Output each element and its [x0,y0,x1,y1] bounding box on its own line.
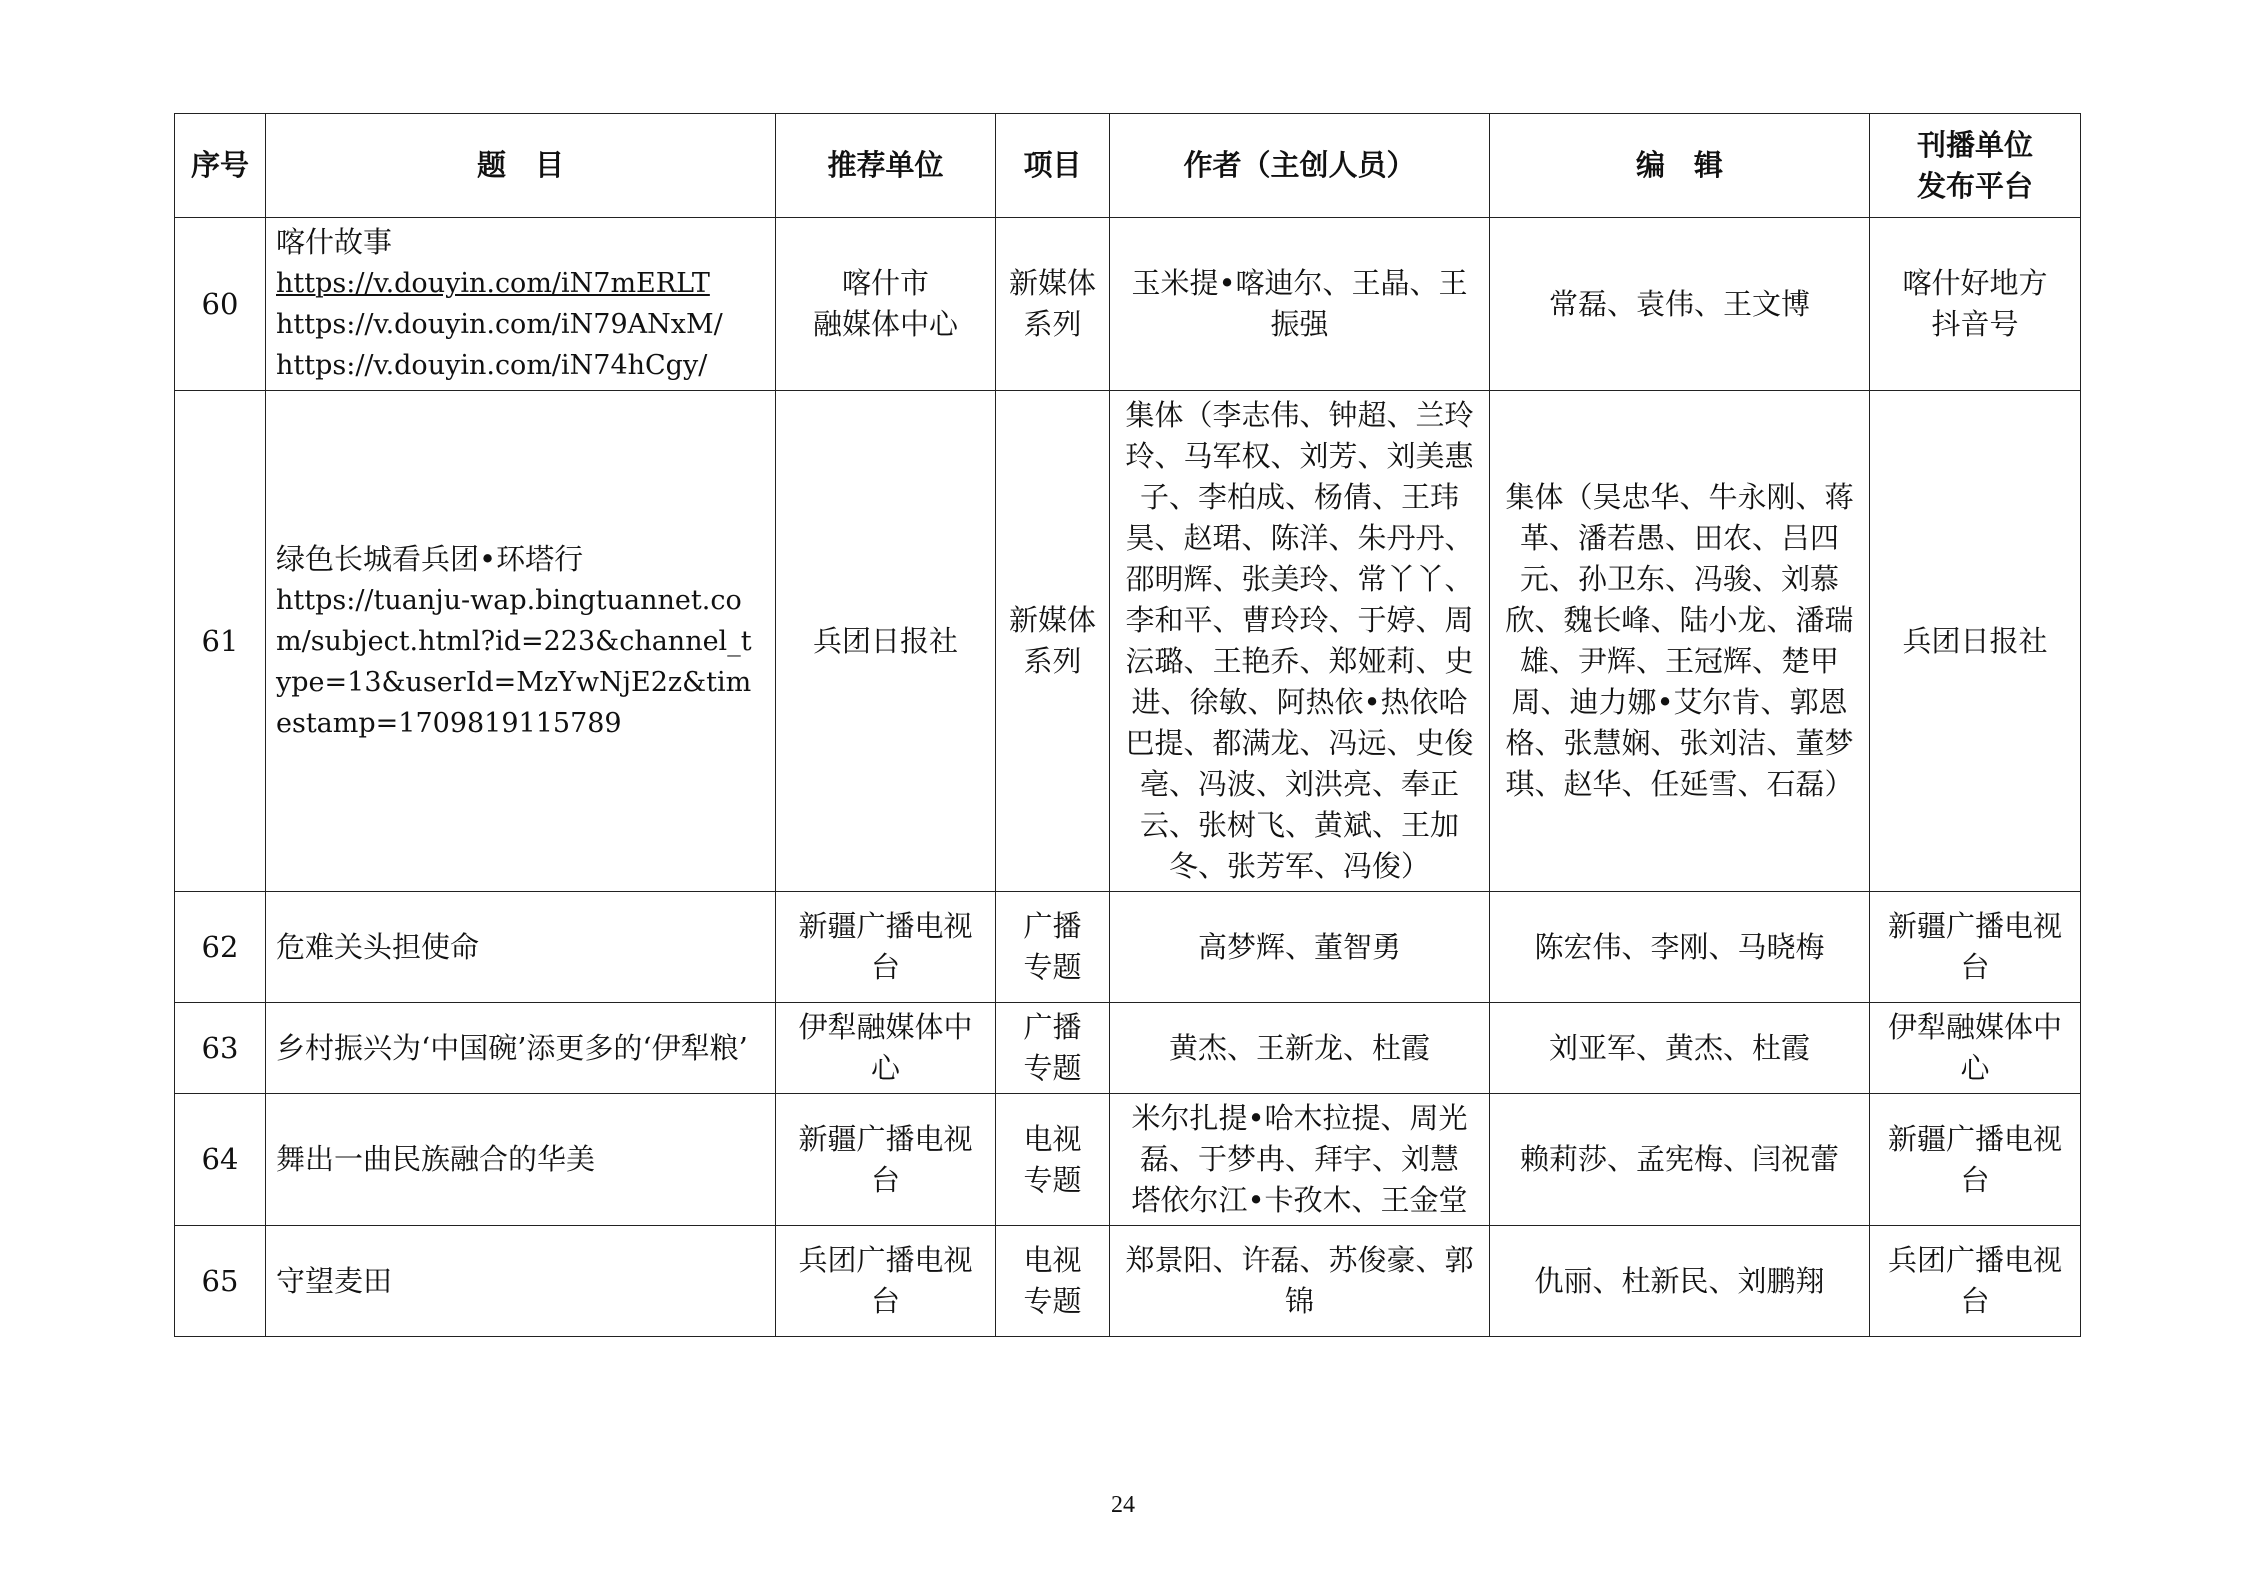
row-project-line1: 电视 [1023,1121,1082,1156]
header-author: 作者（主创人员） [1110,114,1490,218]
row-author: 米尔扎提•哈木拉提、周光磊、于梦冉、拜宇、刘慧 塔依尔江•卡孜木、王金堂 [1110,1094,1490,1226]
row-project-line2: 专题 [1023,1051,1082,1085]
row-platform: 伊犁融媒体中心 [1870,1003,2081,1094]
row-unit: 新疆广播电视台 [776,892,996,1003]
row-title: 危难关头担使命 [266,892,776,1003]
row-unit: 伊犁融媒体中心 [776,1003,996,1094]
table-row [175,1226,2081,1337]
row-title: 舞出一曲民族融合的华美 [266,1094,776,1226]
row-platform: 兵团日报社 [1870,391,2081,892]
row-index: 61 [175,391,266,892]
row-unit-line1: 喀什市 [841,266,929,300]
awards-table [174,113,2081,1337]
row-editor: 仇丽、杜新民、刘鹏翔 [1490,1226,1870,1337]
row-project [996,391,1110,892]
row-editor: 赖莉莎、孟宪梅、闫祝蕾 [1490,1094,1870,1226]
row-editor: 常磊、袁伟、王文博 [1490,218,1870,391]
row-project-line2: 专题 [1023,1162,1082,1197]
row-editor: 集体（吴忠华、牛永刚、蒋革、潘若愚、田农、吕四元、孙卫东、冯骏、刘慕欣、魏长峰、陆小龙、潘瑞雄、尹辉、王冠辉、楚甲周、迪力娜•艾尔肯、郭恩格、张慧娴、张刘洁、董梦琪、赵华、任延雪、石磊） [1490,391,1870,892]
header-title: 题 目 [266,114,776,218]
row-title: 绿色长城看兵团•环塔行 [276,541,584,576]
table-row [175,391,2081,892]
row-project [996,218,1110,391]
row-author: 高梦辉、董智勇 [1110,892,1490,1003]
row-project-line1: 电视 [1023,1243,1082,1277]
header-platform [1870,114,2081,218]
row-project-line1: 新媒体 [1008,603,1096,637]
header-unit: 推荐单位 [776,114,996,218]
row-unit: 兵团日报社 [776,391,996,892]
header-editor: 编 辑 [1490,114,1870,218]
row-project [996,1094,1110,1226]
row-project-line2: 系列 [1023,644,1082,678]
row-index: 62 [175,892,266,1003]
row-url: https://tuanju-wap.bingtuannet.com/subject.html?id=223&channel_type=13&userId=MzYwNjE2z&timestamp=1709819115789 [276,584,752,739]
row-author: 玉米提•喀迪尔、王晶、王振强 [1110,218,1490,391]
row-project-line1: 新媒体 [1008,266,1096,300]
row-project [996,892,1110,1003]
row-author: 郑景阳、许磊、苏俊豪、郭锦 [1110,1226,1490,1337]
row-unit [776,218,996,391]
row-title: 乡村振兴为‘中国碗’添更多的‘伊犁粮’ [266,1003,776,1094]
row-unit: 新疆广播电视台 [776,1094,996,1226]
row-index: 64 [175,1094,266,1226]
header-platform-line1: 刊播单位 [1916,127,2033,162]
row-title: 喀什故事 [276,225,393,259]
row-url: https://v.douyin.com/iN79ANxM/ [276,309,723,340]
table-row [175,1094,2081,1226]
row-index: 60 [175,218,266,391]
table-row [175,892,2081,1003]
row-platform-line2: 抖音号 [1931,307,2019,341]
table-row [175,218,2081,391]
row-title-cell [266,218,776,391]
row-author: 集体（李志伟、钟超、兰玲玲、马军权、刘芳、刘美惠子、李柏成、杨倩、王玮昊、赵珺、陈洋、朱丹丹、邵明辉、张美玲、常丫丫、李和平、曹玲玲、于婷、周沄璐、王艳乔、郑娅莉、史进、徐敏、阿热依•热依哈巴提、都满龙、冯远、史俊亳、冯波、刘洪亮、奉正云、张树飞、黄斌、王加冬、张芳军、冯俊） [1110,391,1490,892]
row-title-cell [266,391,776,892]
row-platform: 新疆广播电视台 [1870,892,2081,1003]
row-url: https://v.douyin.com/iN74hCgy/ [276,350,708,381]
row-project-line1: 广播 [1023,909,1082,943]
row-project-line2: 专题 [1023,1284,1082,1318]
row-url-link[interactable]: https://v.douyin.com/iN7mERLT [276,268,710,299]
header-index: 序号 [175,114,266,218]
row-title: 守望麦田 [266,1226,776,1337]
row-project [996,1003,1110,1094]
row-unit: 兵团广播电视台 [776,1226,996,1337]
header-row [175,114,2081,218]
row-author: 黄杰、王新龙、杜霞 [1110,1003,1490,1094]
header-platform-line2: 发布平台 [1916,168,2033,203]
row-platform: 新疆广播电视台 [1870,1094,2081,1226]
row-unit-line2: 融媒体中心 [812,307,958,341]
row-editor: 陈宏伟、李刚、马晓梅 [1490,892,1870,1003]
row-project [996,1226,1110,1337]
row-editor: 刘亚军、黄杰、杜霞 [1490,1003,1870,1094]
table-row [175,1003,2081,1094]
row-project-line2: 系列 [1023,307,1082,341]
row-index: 63 [175,1003,266,1094]
row-platform [1870,218,2081,391]
row-platform: 兵团广播电视台 [1870,1226,2081,1337]
row-platform-line1: 喀什好地方 [1902,266,2048,300]
header-project: 项目 [996,114,1110,218]
row-project-line1: 广播 [1023,1010,1082,1044]
page-number: 24 [1111,1492,1135,1518]
row-index: 65 [175,1226,266,1337]
row-project-line2: 专题 [1023,950,1082,984]
